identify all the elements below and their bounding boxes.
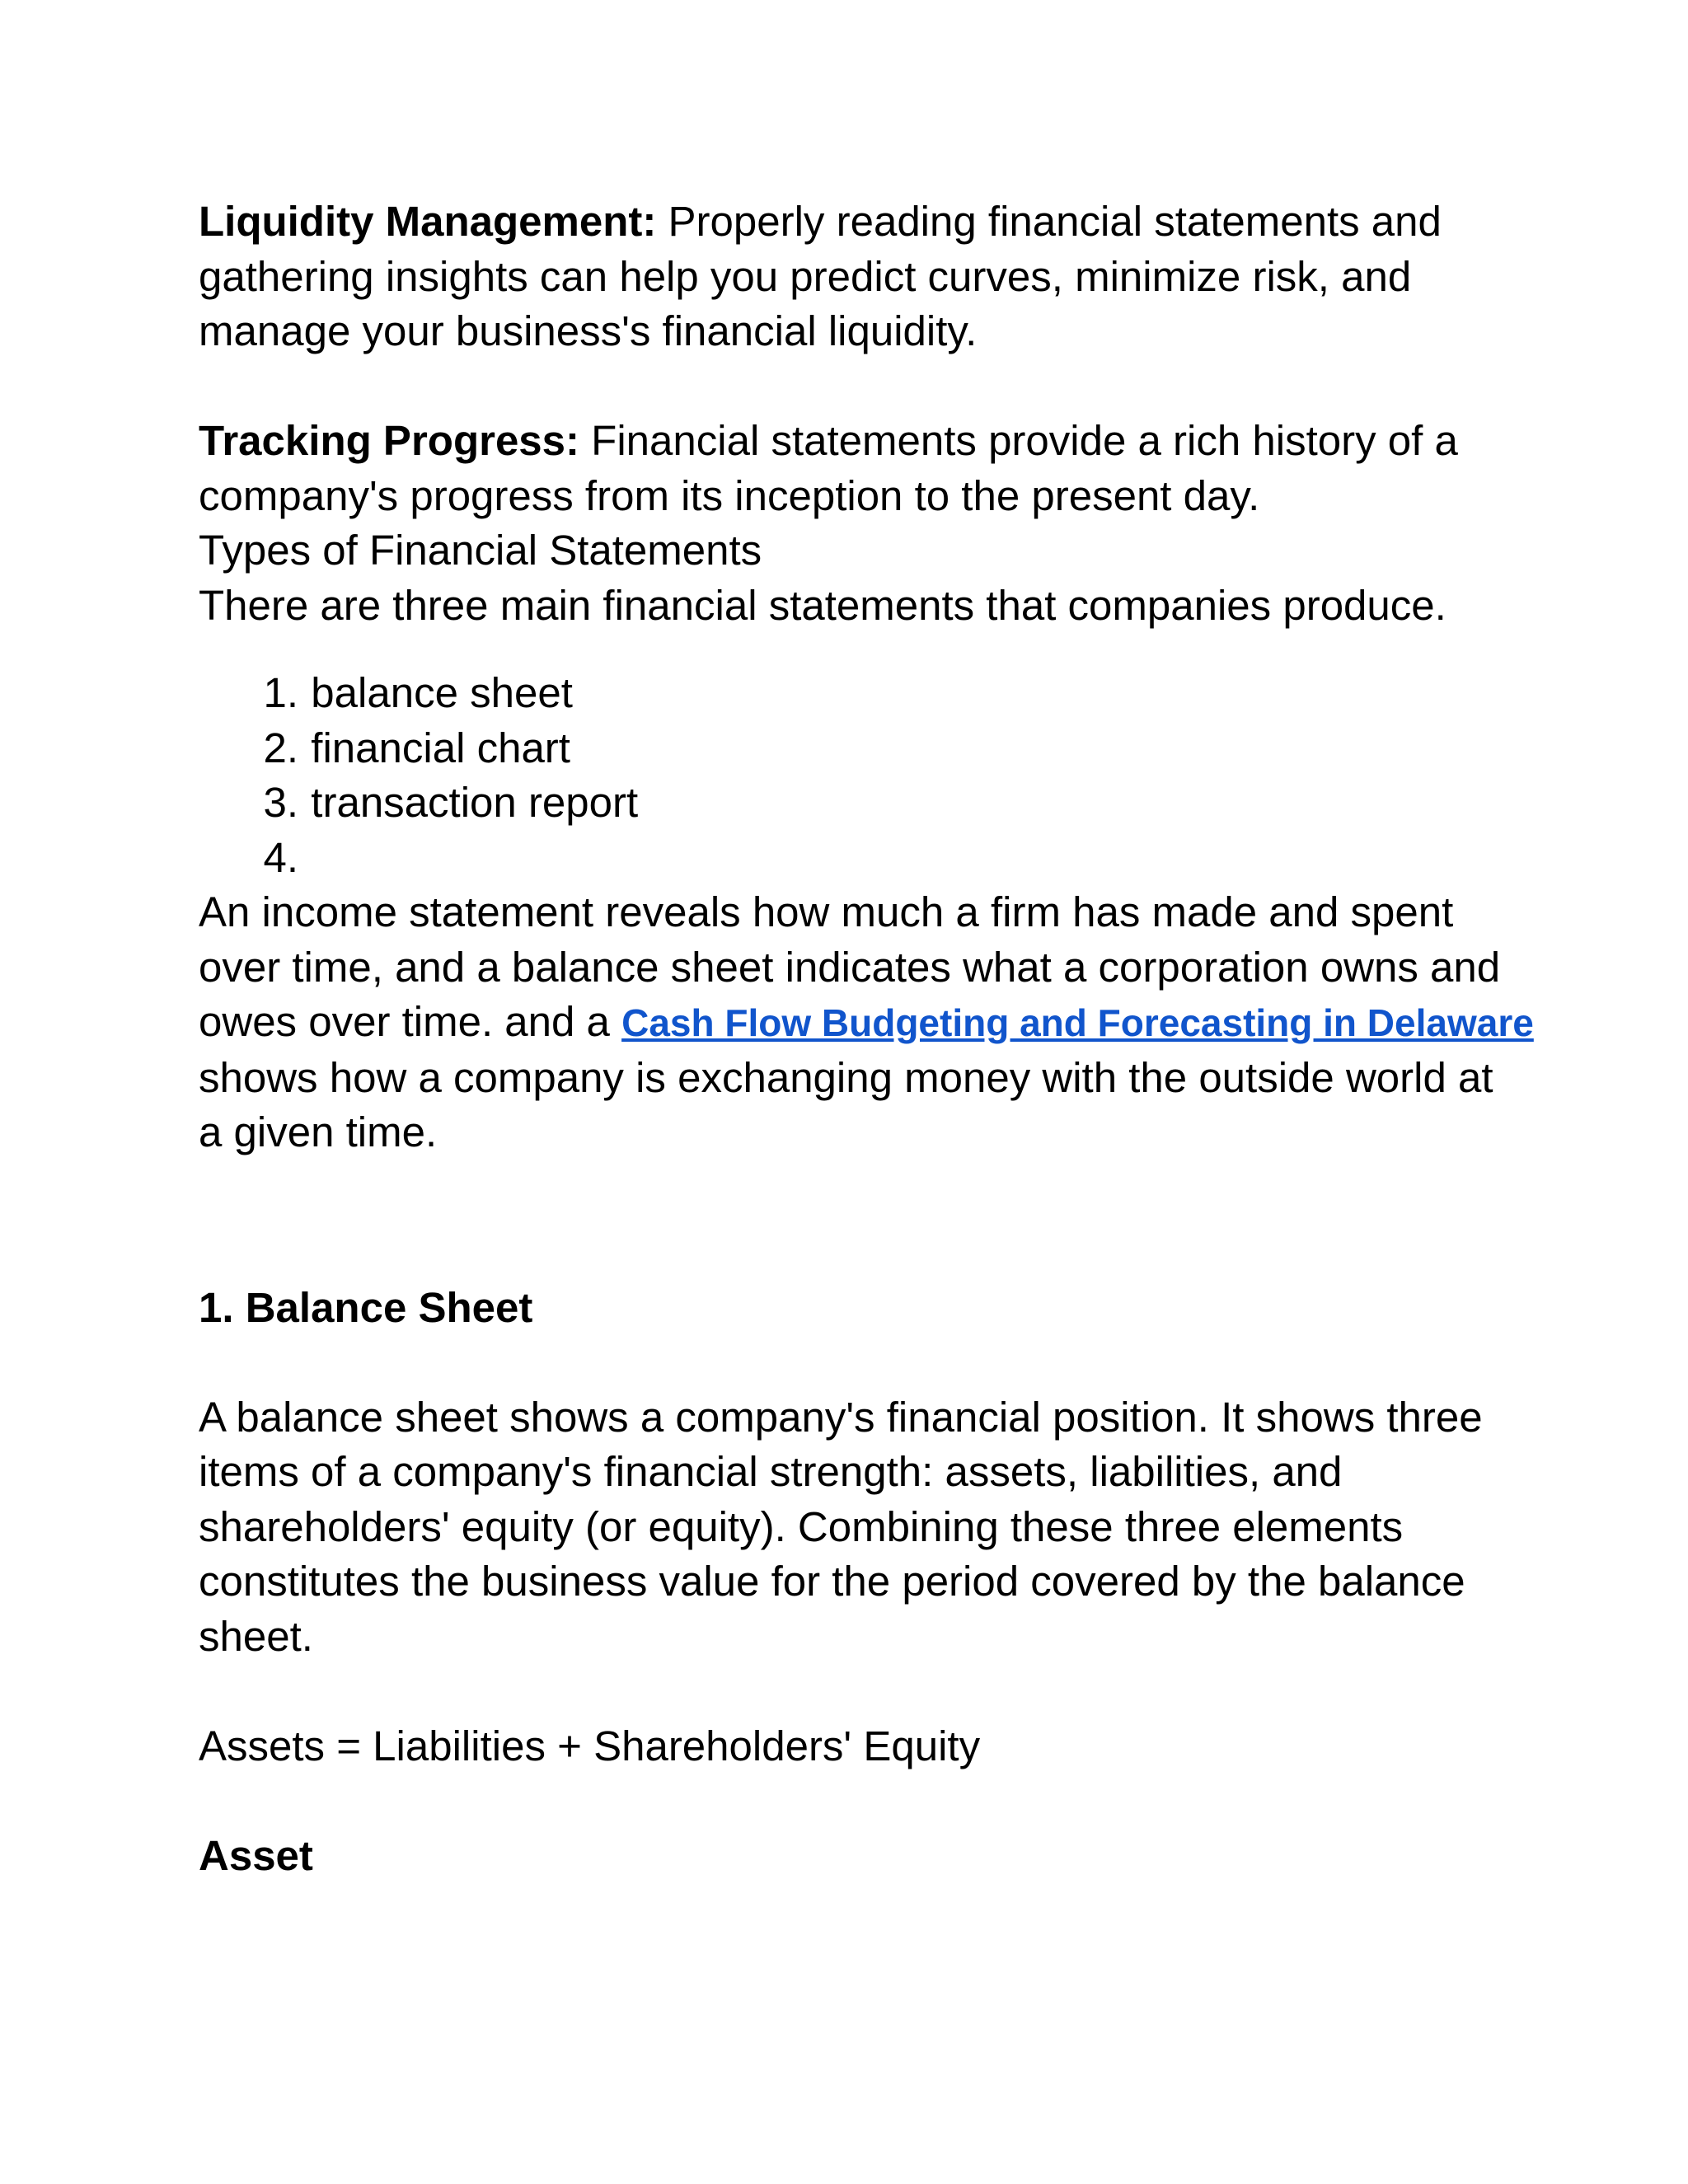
balance-sheet-heading: 1. Balance Sheet — [199, 1283, 533, 1331]
statement-types-list — [199, 666, 1493, 885]
types-intro: There are three main financial statements that companies produce. — [199, 581, 1447, 629]
spacer — [199, 1664, 1493, 1719]
document-page — [199, 194, 1534, 1883]
cash-flow-link[interactable]: Cash Flow Budgeting and Forecasting in Delaware — [621, 1001, 1534, 1044]
balance-para-line-5: sheet. — [199, 1612, 313, 1660]
liquidity-line-3: manage your business's financial liquidity. — [199, 307, 978, 354]
spacer — [199, 1774, 1493, 1829]
list-number: 4. — [263, 833, 298, 881]
income-line-1: An income statement reveals how much a firm has made and spent — [199, 888, 1454, 935]
list-text: transaction report — [311, 779, 639, 826]
list-number: 1. — [263, 669, 298, 716]
balance-para-line-2: items of a company's financial strength: assets, liabilities, and — [199, 1448, 1343, 1495]
income-line-3-prefix: owes over time. and a — [199, 998, 622, 1045]
list-item — [199, 776, 1493, 831]
income-line-5: a given time. — [199, 1108, 438, 1155]
liquidity-label: Liquidity Management: — [199, 198, 657, 245]
spacer — [199, 1335, 1493, 1390]
liquidity-line-1 — [199, 194, 1493, 250]
list-number: 3. — [263, 779, 298, 826]
list-text — [298, 831, 311, 886]
balance-para-line-3: shareholders' equity (or equity). Combining these three elements — [199, 1502, 1404, 1550]
liquidity-line-2: gathering insights can help you predict curves, minimize risk, and — [199, 252, 1412, 300]
list-item — [199, 721, 1493, 776]
tracking-label: Tracking Progress: — [199, 417, 580, 464]
income-line-2: over time, and a balance sheet indicates what a corporation owns and — [199, 943, 1501, 991]
liquidity-text-1: Properly reading financial statements and — [656, 198, 1442, 245]
income-line-3 — [199, 995, 1534, 1051]
types-heading: Types of Financial Statements — [199, 527, 762, 574]
income-line-4: shows how a company is exchanging money with the outside world at — [199, 1053, 1493, 1101]
accounting-equation: Assets = Liabilities + Shareholders' Equity — [199, 1722, 981, 1769]
list-number: 2. — [263, 724, 298, 771]
tracking-line-2: company's progress from its inception to the present day. — [199, 471, 1260, 519]
tracking-text-1: Financial statements provide a rich history of a — [579, 417, 1458, 464]
balance-para-line-4: constitutes the business value for the period covered by the balance — [199, 1558, 1465, 1605]
spacer — [199, 1160, 1493, 1281]
list-item — [199, 666, 1493, 721]
asset-heading: Asset — [199, 1831, 313, 1879]
spacer — [199, 359, 1493, 415]
list-text: balance sheet — [311, 669, 573, 716]
list-item — [199, 831, 1493, 886]
balance-para-line-1: A balance sheet shows a company's financial position. It shows three — [199, 1393, 1483, 1441]
tracking-line-1 — [199, 414, 1493, 469]
list-text: financial chart — [311, 724, 570, 771]
